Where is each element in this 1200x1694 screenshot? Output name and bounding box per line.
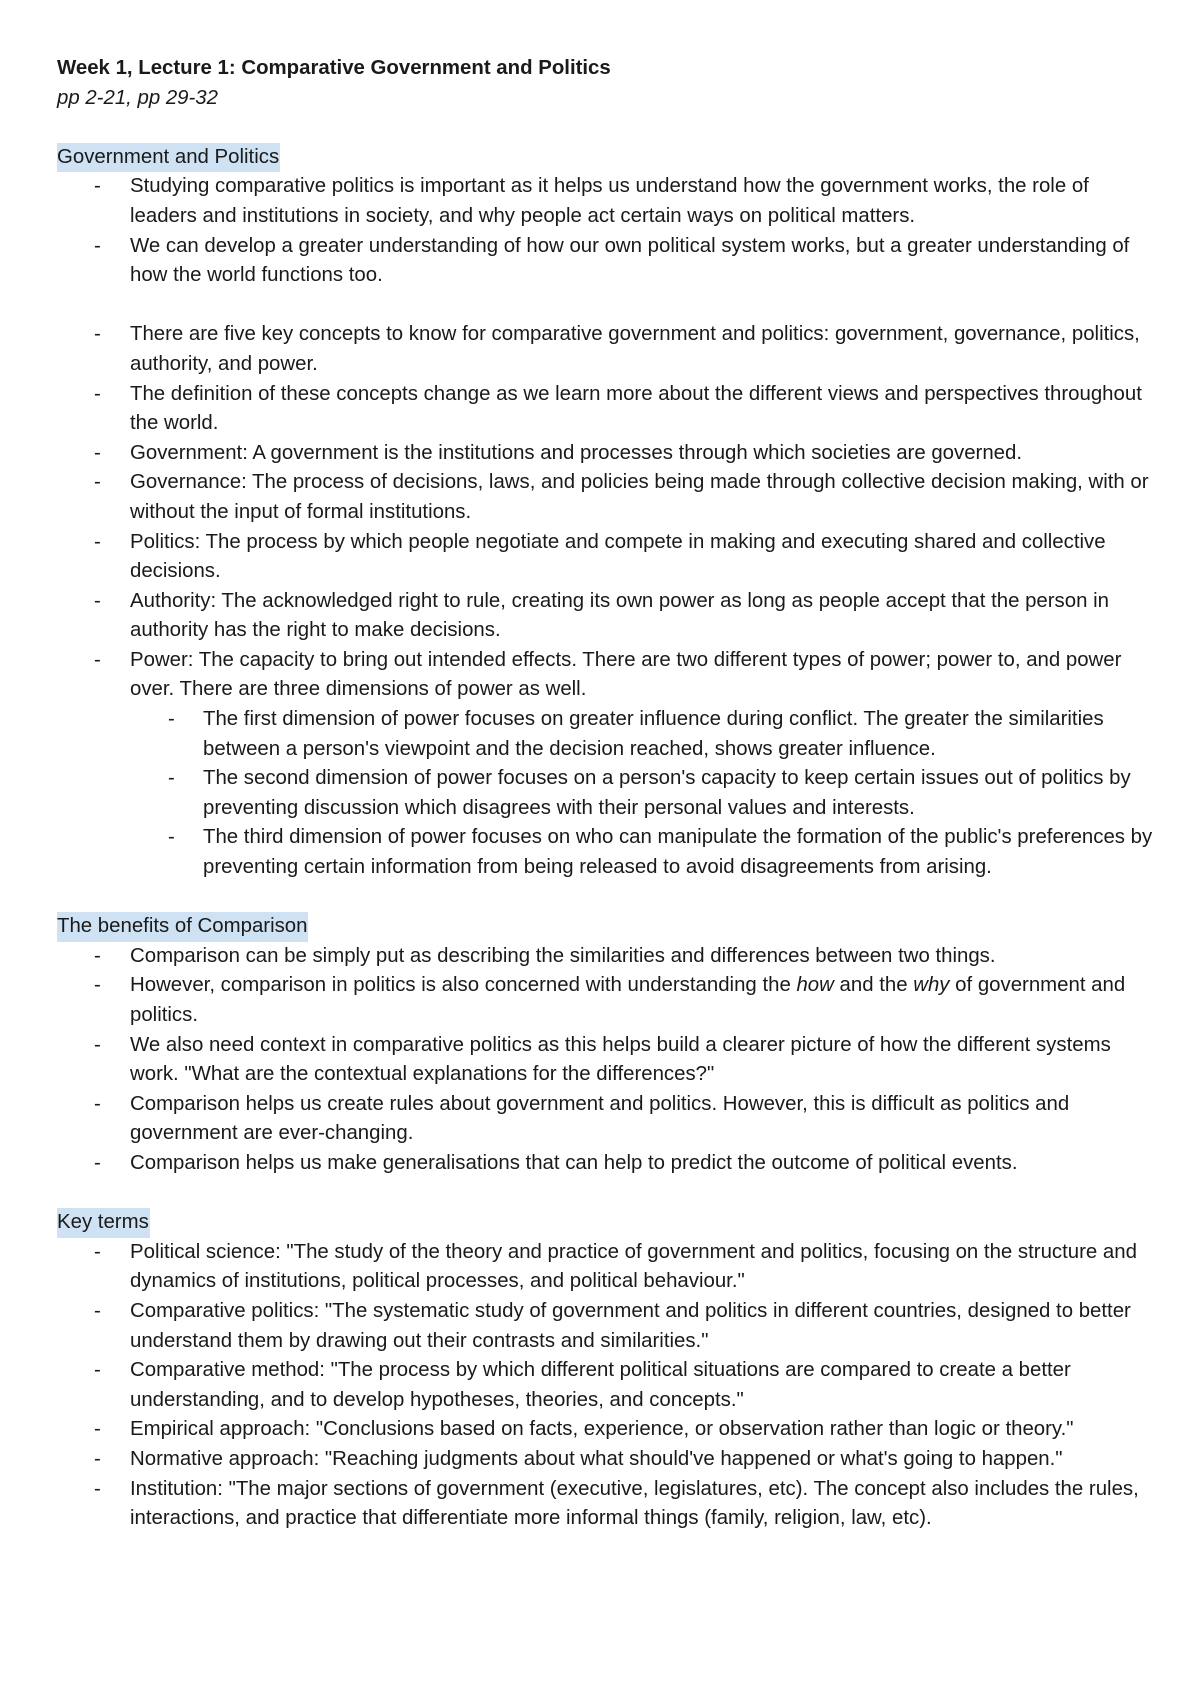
document-page: [57, 54, 1157, 1534]
list-item-text: However, comparison in politics is also concerned with understanding the: [130, 974, 797, 997]
list-item: - Studying comparative politics is important as it helps us understand how the government works, the role of leaders and institutions in society, and why people act certain ways on political matters.: [57, 172, 1157, 231]
list-item: - Governance: The process of decisions, laws, and policies being made through collective decision making, with or without the input of formal institutions.: [57, 468, 1157, 527]
section-heading: Key terms: [57, 1208, 150, 1238]
list-item: - Politics: The process by which people negotiate and compete in making and executing shared and collective decisions.: [57, 528, 1157, 587]
bullet-list: [57, 320, 1157, 882]
list-item: - We also need context in comparative politics as this helps build a clearer picture of how the different systems work. "What are the contextual explanations for the differences?": [57, 1031, 1157, 1090]
list-item-power: [57, 646, 1157, 883]
bullet-list: [57, 172, 1157, 290]
sub-list-item: - The first dimension of power focuses on greater influence during conflict. The greater the similarities between a person's viewpoint and the decision reached, shows greater influence.: [130, 705, 1157, 764]
list-item: - Institution: "The major sections of government (executive, legislatures, etc). The concept also includes the rules, interactions, and practice that differentiate more informal things (family, religion, law, etc).: [57, 1475, 1157, 1534]
list-item: - Normative approach: "Reaching judgments about what should've happened or what's going to happen.": [57, 1445, 1157, 1475]
document-title: Week 1, Lecture 1: Comparative Government and Politics: [57, 57, 611, 79]
section-benefits-of-comparison: [57, 912, 1157, 1178]
list-item: - Comparison helps us create rules about government and politics. However, this is difficult as politics and government are ever-changing.: [57, 1090, 1157, 1149]
bullet-list: [57, 1238, 1157, 1534]
spacer: [57, 291, 1157, 321]
emphasis-why: why: [913, 974, 950, 997]
list-item: - Comparative method: "The process by which different political situations are compared to create a better understanding, and to develop hypotheses, theories, and concepts.": [57, 1356, 1157, 1415]
list-item: - Political science: "The study of the theory and practice of government and politics, focusing on the structure and dynamics of institutions, political processes, and political behaviour.": [57, 1238, 1157, 1297]
list-item: - The definition of these concepts change as we learn more about the different views and perspectives throughout the world.: [57, 380, 1157, 439]
document-subtitle: pp 2-21, pp 29-32: [57, 86, 218, 109]
sub-bullet-list: [130, 705, 1157, 883]
list-item: - There are five key concepts to know for comparative government and politics: government, governance, politics, authority, and power.: [57, 320, 1157, 379]
list-item-text: and the: [833, 974, 914, 997]
list-item: - Comparison can be simply put as describing the similarities and differences between two things.: [57, 942, 1157, 972]
list-item: - Comparative politics: "The systematic study of government and politics in different countries, designed to better understand them by drawing out their contrasts and similarities.": [57, 1297, 1157, 1356]
section-key-terms: [57, 1208, 1157, 1534]
list-item: - Comparison helps us make generalisations that can help to predict the outcome of political events.: [57, 1149, 1157, 1179]
sub-list-item: - The second dimension of power focuses on a person's capacity to keep certain issues out of politics by preventing discussion which disagrees with their personal values and interests.: [130, 764, 1157, 823]
section-heading: The benefits of Comparison: [57, 912, 308, 942]
list-item: - Government: A government is the institutions and processes through which societies are governed.: [57, 439, 1157, 469]
list-item: - We can develop a greater understanding of how our own political system works, but a greater understanding of how the world functions too.: [57, 232, 1157, 291]
section-heading: Government and Politics: [57, 143, 280, 173]
section-government-and-politics: [57, 143, 1157, 883]
list-item: - Authority: The acknowledged right to rule, creating its own power as long as people accept that the person in authority has the right to make decisions.: [57, 587, 1157, 646]
bullet-list: [57, 942, 1157, 1179]
list-item: - Empirical approach: "Conclusions based on facts, experience, or observation rather than logic or theory.": [57, 1415, 1157, 1445]
list-item: [57, 971, 1157, 1030]
emphasis-how: how: [796, 974, 834, 997]
list-item-text: Power: The capacity to bring out intended effects. There are two different types of power; power to, and power over. There are three dimensions of power as well.: [130, 648, 1122, 701]
list-item-text: of government and politics.: [130, 974, 1126, 1026]
sub-list-item: - The third dimension of power focuses on who can manipulate the formation of the public's preferences by preventing certain information from being released to avoid disagreements from arising.: [130, 823, 1157, 882]
